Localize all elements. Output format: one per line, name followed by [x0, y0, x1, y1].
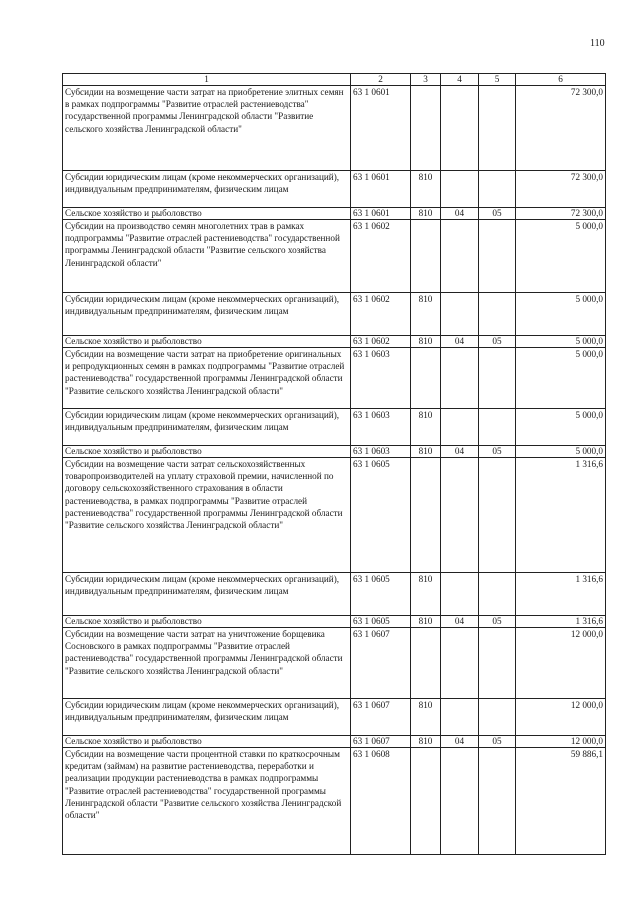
row-name: Сельское хозяйство и рыболовство [63, 208, 351, 220]
row-rz [441, 748, 479, 855]
row-rz [441, 628, 479, 699]
row-vr: 810 [411, 171, 441, 208]
column-header: 1 [63, 74, 351, 86]
row-name: Сельское хозяйство и рыболовство [63, 336, 351, 348]
row-vr: 810 [411, 409, 441, 446]
row-vr: 810 [411, 736, 441, 748]
row-sum: 5 000,0 [516, 220, 606, 293]
row-rz: 04 [441, 208, 479, 220]
table-row [63, 208, 606, 220]
row-rz [441, 220, 479, 293]
row-pr [479, 348, 516, 409]
row-name: Субсидии юридическим лицам (кроме некоммерческих организаций), индивидуальным предпринимателям, физическим лицам [63, 293, 351, 336]
row-sum: 72 300,0 [516, 208, 606, 220]
table-row [63, 699, 606, 736]
row-name: Субсидии на возмещение части затрат на приобретение оригинальных и репродукционных семян в рамках подпрограммы "Развитие отраслей растениеводства" государственной программы Ленинградской области "Развитие сельского хозяйства Ленинградской области" [63, 348, 351, 409]
row-rz [441, 293, 479, 336]
row-rz: 04 [441, 446, 479, 458]
row-rz [441, 171, 479, 208]
table-row [63, 736, 606, 748]
row-vr: 810 [411, 293, 441, 336]
row-name: Субсидии на возмещение части затрат на уничтожение борщевика Сосновского в рамках подпрограммы "Развитие отраслей растениеводства" государственной программы Ленинградской области "Развитие сельского хозяйства Ленинградской области" [63, 628, 351, 699]
row-code: 63 1 0603 [351, 348, 411, 409]
row-sum: 1 316,6 [516, 573, 606, 616]
table-row [63, 293, 606, 336]
row-pr [479, 171, 516, 208]
row-sum: 59 886,1 [516, 748, 606, 855]
row-pr [479, 458, 516, 573]
row-code: 63 1 0608 [351, 748, 411, 855]
table-row [63, 573, 606, 616]
row-vr [411, 628, 441, 699]
row-code: 63 1 0605 [351, 458, 411, 573]
row-code: 63 1 0607 [351, 628, 411, 699]
row-vr: 810 [411, 616, 441, 628]
table-row [63, 171, 606, 208]
row-sum: 5 000,0 [516, 336, 606, 348]
table-row [63, 86, 606, 171]
row-name: Субсидии на возмещение части затрат на приобретение элитных семян в рамках подпрограммы "Развитие отраслей растениеводства" государственной программы Ленинградской области "Развитие сельского хозяйства Ленинградской области" [63, 86, 351, 171]
row-name: Субсидии юридическим лицам (кроме некоммерческих организаций), индивидуальным предпринимателям, физическим лицам [63, 699, 351, 736]
row-pr: 05 [479, 736, 516, 748]
table-row [63, 348, 606, 409]
row-name: Субсидии юридическим лицам (кроме некоммерческих организаций), индивидуальным предпринимателям, физическим лицам [63, 171, 351, 208]
page-number: 110 [590, 38, 605, 49]
row-sum: 12 000,0 [516, 736, 606, 748]
column-header: 2 [351, 74, 411, 86]
row-pr [479, 573, 516, 616]
budget-table [62, 73, 606, 855]
row-sum: 72 300,0 [516, 86, 606, 171]
row-sum: 5 000,0 [516, 348, 606, 409]
table-row [63, 220, 606, 293]
row-sum: 5 000,0 [516, 293, 606, 336]
row-vr [411, 748, 441, 855]
column-header: 3 [411, 74, 441, 86]
row-name: Сельское хозяйство и рыболовство [63, 616, 351, 628]
row-code: 63 1 0603 [351, 446, 411, 458]
row-pr [479, 628, 516, 699]
row-code: 63 1 0605 [351, 616, 411, 628]
row-name: Сельское хозяйство и рыболовство [63, 736, 351, 748]
row-code: 63 1 0607 [351, 736, 411, 748]
row-code: 63 1 0601 [351, 86, 411, 171]
row-name: Субсидии юридическим лицам (кроме некоммерческих организаций), индивидуальным предпринимателям, физическим лицам [63, 573, 351, 616]
table-row [63, 336, 606, 348]
row-rz [441, 573, 479, 616]
row-rz [441, 348, 479, 409]
row-sum: 1 316,6 [516, 616, 606, 628]
row-code: 63 1 0605 [351, 573, 411, 616]
row-rz: 04 [441, 736, 479, 748]
row-rz: 04 [441, 336, 479, 348]
table-row [63, 616, 606, 628]
column-header: 6 [516, 74, 606, 86]
row-sum: 12 000,0 [516, 699, 606, 736]
row-vr: 810 [411, 573, 441, 616]
table-row [63, 409, 606, 446]
row-vr [411, 220, 441, 293]
row-rz [441, 409, 479, 446]
row-pr: 05 [479, 446, 516, 458]
row-code: 63 1 0602 [351, 336, 411, 348]
row-vr [411, 348, 441, 409]
column-header: 4 [441, 74, 479, 86]
row-rz [441, 86, 479, 171]
row-pr: 05 [479, 208, 516, 220]
row-code: 63 1 0601 [351, 171, 411, 208]
row-pr [479, 86, 516, 171]
row-sum: 12 000,0 [516, 628, 606, 699]
row-vr: 810 [411, 699, 441, 736]
table-row [63, 446, 606, 458]
row-pr: 05 [479, 616, 516, 628]
row-vr: 810 [411, 446, 441, 458]
row-pr [479, 748, 516, 855]
row-name: Субсидии на производство семян многолетних трав в рамках подпрограммы "Развитие отраслей растениеводства" государственной программы Ленинградской области "Развитие сельского хозяйства Ленинградской области" [63, 220, 351, 293]
table-header-row [63, 74, 606, 86]
row-sum: 5 000,0 [516, 446, 606, 458]
row-pr: 05 [479, 336, 516, 348]
table-row [63, 628, 606, 699]
row-name: Сельское хозяйство и рыболовство [63, 446, 351, 458]
row-rz: 04 [441, 616, 479, 628]
row-vr: 810 [411, 208, 441, 220]
row-name: Субсидии юридическим лицам (кроме некоммерческих организаций), индивидуальным предпринимателям, физическим лицам [63, 409, 351, 446]
column-header: 5 [479, 74, 516, 86]
row-code: 63 1 0602 [351, 220, 411, 293]
row-pr [479, 220, 516, 293]
row-name: Субсидии на возмещение части затрат сельскохозяйственных товаропроизводителей на уплату страховой премии, начисленной по договору сельскохозяйственного страхования в области растениеводства, в рамках подпрограммы "Развитие отраслей растениеводства" государственной программы Ленинградской области "Развитие сельского хозяйства Ленинградской области" [63, 458, 351, 573]
table-row [63, 748, 606, 855]
row-rz [441, 458, 479, 573]
row-vr [411, 458, 441, 573]
row-vr: 810 [411, 336, 441, 348]
row-sum: 1 316,6 [516, 458, 606, 573]
row-pr [479, 293, 516, 336]
row-pr [479, 699, 516, 736]
row-vr [411, 86, 441, 171]
row-code: 63 1 0601 [351, 208, 411, 220]
row-code: 63 1 0607 [351, 699, 411, 736]
row-pr [479, 409, 516, 446]
row-code: 63 1 0602 [351, 293, 411, 336]
row-name: Субсидии на возмещение части процентной ставки по краткосрочным кредитам (займам) на развитие растениеводства, переработки и реализации продукции растениеводства в рамках подпрограммы "Развитие отраслей растениеводства" государственной программы Ленинградской области "Развитие сельского хозяйства Ленинградской области" [63, 748, 351, 855]
row-code: 63 1 0603 [351, 409, 411, 446]
table-row [63, 458, 606, 573]
row-sum: 72 300,0 [516, 171, 606, 208]
row-sum: 5 000,0 [516, 409, 606, 446]
row-rz [441, 699, 479, 736]
